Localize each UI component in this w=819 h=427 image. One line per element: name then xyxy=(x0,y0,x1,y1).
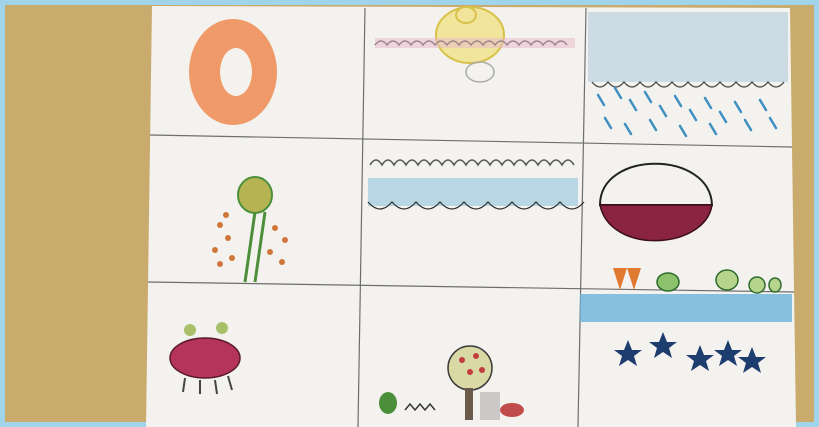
rain-sky xyxy=(588,12,788,82)
pot-drawing xyxy=(600,164,712,241)
pink-band xyxy=(375,38,575,48)
water-band xyxy=(580,294,792,322)
orange-ring-drawing xyxy=(189,19,277,125)
blue-band xyxy=(368,178,578,206)
